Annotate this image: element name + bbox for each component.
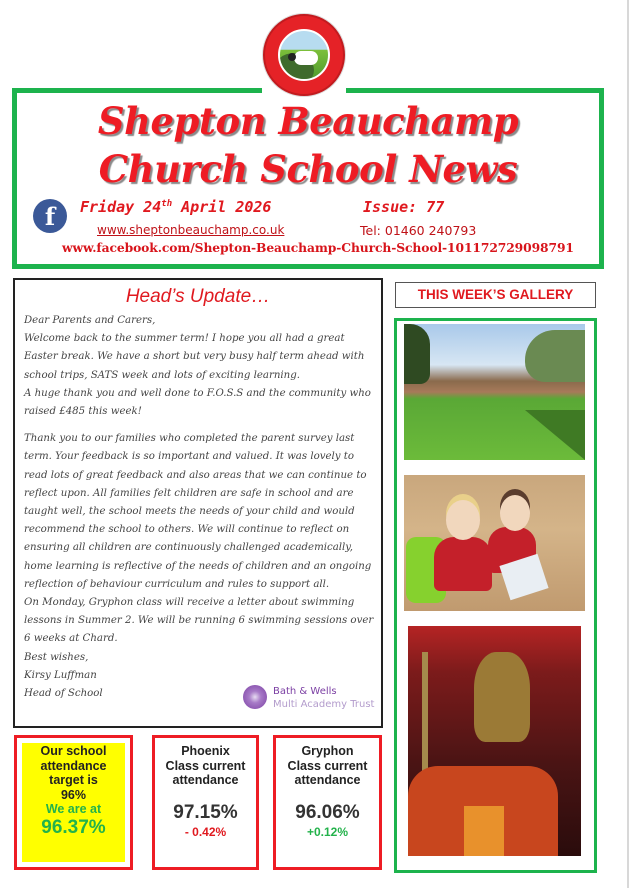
photo-child-head [500, 495, 530, 531]
facebook-page-link[interactable]: www.facebook.com/Shepton-Beauchamp-Church-School-101172729098791 [62, 240, 574, 255]
phoenix-attendance-value: 97.15% [173, 802, 238, 823]
trust-star-icon [243, 685, 267, 709]
facebook-icon[interactable]: f [33, 199, 67, 233]
card-line: attendance [40, 758, 107, 773]
gallery-photo-reading[interactable] [404, 475, 585, 611]
card-line: target is [49, 773, 98, 788]
card-line: Our school [40, 744, 107, 758]
gryphon-attendance-card [273, 735, 382, 870]
crest-sheep [294, 51, 318, 65]
school-crest-logo [263, 14, 345, 96]
crest-sheep-head [288, 53, 296, 61]
phoenix-attendance-card [152, 735, 259, 870]
welcome-paragraph: Welcome back to the summer term! I hope you all had a great Easter break. We have a short but very busy half term ahead with school trips, SATS week and lots of exciting learning. [24, 333, 365, 381]
trust-name-line2: Multi Academy Trust [273, 699, 375, 710]
we-are-at-label: We are at [45, 802, 102, 817]
photo-child-head [446, 500, 480, 540]
gallery-photo-field-run[interactable] [404, 324, 585, 460]
card-line: attendance [172, 773, 239, 788]
phoenix-card-heading [155, 744, 256, 788]
attendance-target: 96% [60, 787, 87, 802]
date-ordinal: th [161, 199, 173, 209]
trust-logo [243, 682, 373, 716]
issue-date [80, 198, 271, 216]
school-website-link[interactable]: www.sheptonbeauchamp.co.uk [97, 223, 285, 237]
swimming-paragraph: On Monday, Gryphon class will receive a letter about swimming lessons in Summer 2. We will be running 6 swimming sessions over 6 weeks at Chard. [24, 597, 374, 645]
newsletter-title-line-1: Shepton Beauchamp [97, 99, 519, 143]
heads-update-title: Head’s Update… [125, 286, 271, 307]
gryphon-attendance-value: 96.06% [295, 802, 360, 823]
photo-shadow [525, 410, 585, 460]
card-line: attendance [294, 773, 361, 788]
photo-dinosaur [474, 652, 530, 742]
foss-thanks-paragraph: A huge thank you and well done to F.O.S.S and the community who raised £485 this week! [24, 387, 371, 418]
school-telephone: Tel: 01460 240793 [360, 223, 477, 238]
gallery-title: THIS WEEK’S GALLERY [395, 282, 596, 308]
heads-update-body [24, 312, 378, 703]
phoenix-attendance-change: - 0.42% [184, 825, 227, 839]
photo-hivis-vest [464, 806, 504, 856]
heads-update-panel [13, 278, 383, 728]
photo-child [434, 537, 492, 591]
survey-paragraph: Thank you to our families who completed the parent survey last term. Your feedback is so important and valued. It was lovely to read lots of great feedback and also areas that we can continue to reflect upon. All families felt children are safe in school and are taught well, the school meets the needs of your child and would recommend the school to others. We will continue to reflect on ensuring all children are continuously challenged academically, home learning is reflective of the needs of children and an ongoing reflection of behaviour curriculum and rules to support all. [24, 433, 372, 590]
gryphon-card-heading [276, 744, 379, 788]
school-crest-sheep-icon [278, 29, 330, 81]
gryphon-attendance-change: +0.12% [306, 825, 349, 839]
signature-name: Kirsy Luffman [24, 669, 97, 681]
signature-role: Head of School [24, 688, 103, 700]
sign-off: Best wishes, [24, 651, 89, 663]
card-line: Class current [165, 758, 246, 773]
issue-number: Issue: 77 [363, 198, 445, 216]
photo-tree [525, 330, 585, 382]
photo-tree [404, 324, 430, 384]
school-attendance-card [14, 735, 133, 870]
date-suffix: April 2026 [172, 198, 272, 216]
card-line: Class current [287, 758, 368, 773]
gallery-photo-dinosaur[interactable] [408, 626, 581, 856]
date-prefix: Friday 24 [80, 198, 162, 216]
newsletter-title-line-2: Church School News [98, 147, 518, 191]
class-name: Gryphon [301, 744, 354, 758]
greeting: Dear Parents and Carers, [24, 315, 156, 326]
school-attendance-value: 96.37% [41, 816, 106, 838]
class-name: Phoenix [181, 744, 230, 758]
school-attendance-text [22, 744, 125, 839]
trust-name-line1: Bath & Wells [273, 686, 337, 697]
